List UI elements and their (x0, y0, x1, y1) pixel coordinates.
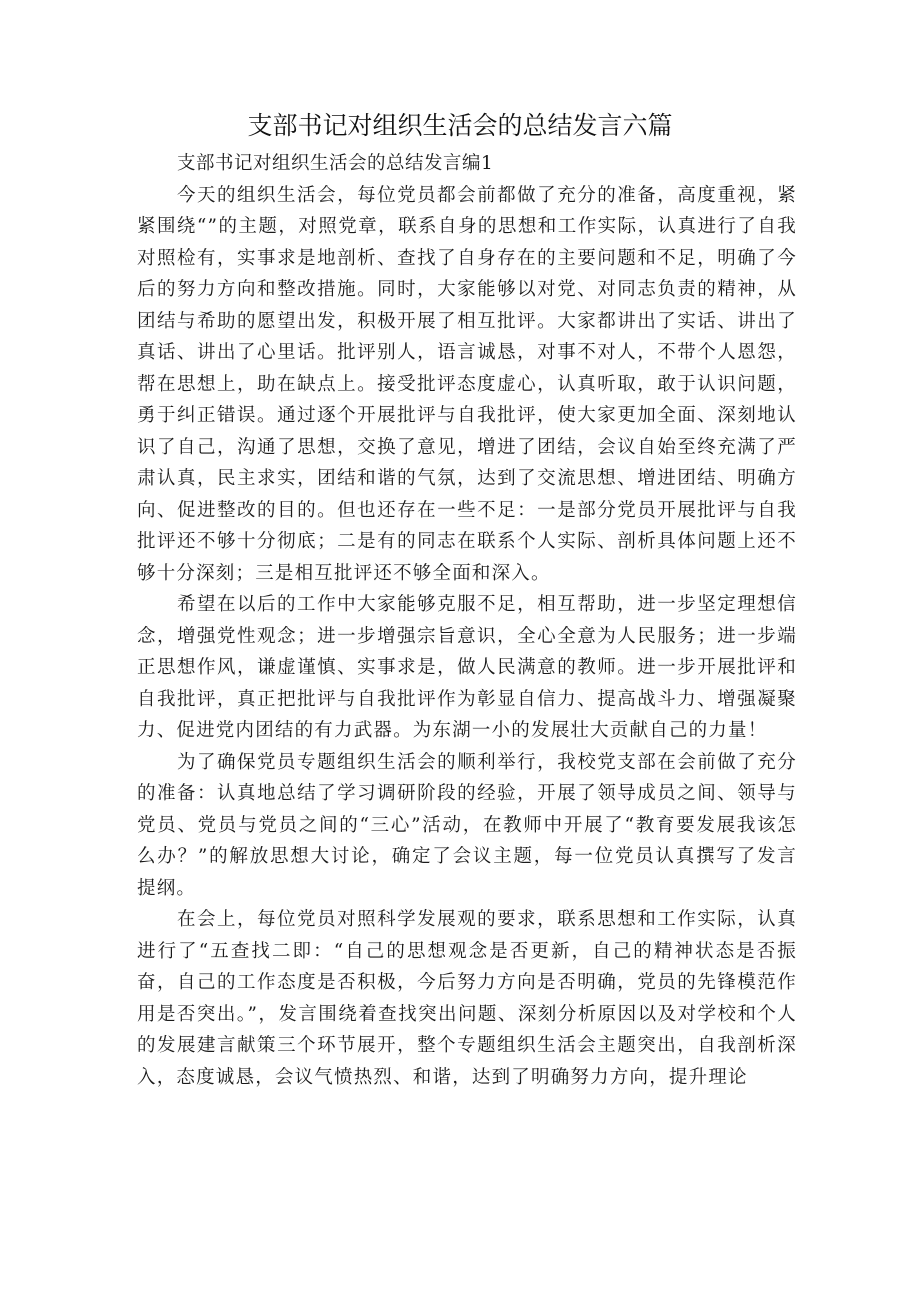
document-title: 支部书记对组织生活会的总结发言六篇 (247, 111, 673, 140)
paragraph-4: 在会上，每位党员对照科学发展观的要求，联系思想和工作实际，认真进行了“五查找二即：“自己的思想观念是否更新，自己的精神状态是否振奋，自己的工作态度是否积极，今后努力方向是否明确，党员的先锋模范作用是否突出。”，发言围绕着查找突出问题、深刻分析原因以及对学校和个人的发展建言献策三个环节展开，整个专题组织生活会主题突出，自我剖析深入，态度诚恳，会议气愤热烈、和谐，达到了明确努力方向，提升理论 (137, 909, 797, 1088)
paragraph-3: 为了确保党员专题组织生活会的顺利举行，我校党支部在会前做了充分的准备：认真地总结了学习调研阶段的经验，开展了领导成员之间、领导与党员、党员与党员之间的“三心”活动，在教师中开展了“教育要发展我该怎么办？”的解放思想大讨论，确定了会议主题，每一位党员认真撰写了发言提纲。 (137, 751, 797, 899)
document-body (137, 148, 797, 1093)
section-heading: 支部书记对组织生活会的总结发言编1 (177, 153, 494, 174)
paragraph-1: 今天的组织生活会，每位党员都会前都做了充分的准备，高度重视，紧紧围绕“”的主题，对照党章，联系自身的思想和工作实际，认真进行了自我对照检有，实事求是地剖析、查找了自身存在的主要问题和不足，明确了今后的努力方向和整改措施。同时，大家能够以对党、对同志负责的精神，从团结与希助的愿望出发，积极开展了相互批评。大家都讲出了实话、讲出了真话、讲出了心里话。批评别人，语言诚恳，对事不对人，不带个人恩怨，帮在思想上，助在缺点上。接受批评态度虚心，认真听取，敢于认识问题，勇于纠正错误。通过逐个开展批评与自我批评，使大家更加全面、深刻地认识了自己，沟通了思想，交换了意见，增进了团结，会议自始至终充满了严肃认真，民主求实，团结和谐的气氛，达到了交流思想、增进团结、明确方向、促进整改的目的。但也还存在一些不足：一是部分党员开展批评与自我批评还不够十分彻底；二是有的同志在联系个人实际、剖析具体问题上还不够十分深刻；三是相互批评还不够全面和深入。 (137, 184, 797, 584)
paragraph-2: 希望在以后的工作中大家能够克服不足，相互帮助，进一步坚定理想信念，增强党性观念；进一步增强宗旨意识，全心全意为人民服务；进一步端正思想作风，谦虚谨慎、实事求是，做人民满意的教师。进一步开展批评和自我批评，真正把批评与自我批评作为彰显自信力、提高战斗力、增强凝聚力、促进党内团结的有力武器。为东湖一小的发展壮大贡献自己的力量！ (137, 594, 797, 741)
